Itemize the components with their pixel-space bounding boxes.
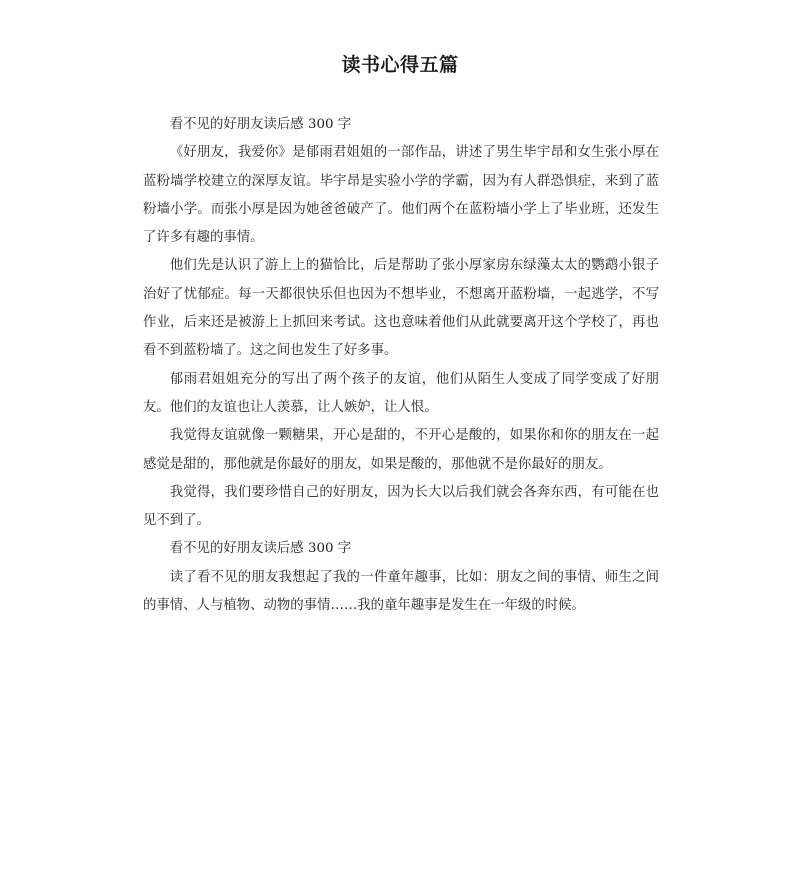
section-heading: 看不见的好朋友读后感 300 字 bbox=[169, 117, 352, 132]
paragraph: 他们先是认识了游上上的猫恰比，后是帮助了张小厚家房东绿藻太太的鹦鹉小银子治好了忧郁症。每一天都很快乐但也因为不想毕业，不想离开蓝粉墙，一起逃学，不写作业，后来还是被游上上抓回来考试。这也意味着他们从此就要离开这个学校了，再也看不到蓝粉墙了。这之间也发生了好多事。 bbox=[143, 258, 659, 359]
document-title: 读书心得五篇 bbox=[341, 54, 459, 76]
document-body bbox=[143, 111, 659, 620]
section-heading: 看不见的好朋友读后感 300 字 bbox=[169, 541, 352, 557]
paragraph: 读了看不见的朋友我想起了我的一件童年趣事，比如：朋友之间的事情、师生之间的事情、人与植物、动物的事情……我的童年趣事是发生在一年级的时候。 bbox=[143, 569, 659, 614]
paragraph: 《好朋友，我爱你》是郁雨君姐姐的一部作品，讲述了男生毕宇昂和女生张小厚在蓝粉墙学校建立的深厚友谊。毕宇昂是实验小学的学霸，因为有人群恐惧症，来到了蓝粉墙小学。而张小厚是因为她爸爸破产了。他们两个在蓝粉墙小学上了毕业班，还发生了许多有趣的事情。 bbox=[143, 145, 659, 246]
paragraph: 我觉得，我们要珍惜自己的好朋友，因为长大以后我们就会各奔东西，有可能在也见不到了。 bbox=[143, 484, 659, 529]
paragraph: 我觉得友谊就像一颗糖果，开心是甜的，不开心是酸的，如果你和你的朋友在一起感觉是甜的，那他就是你最好的朋友，如果是酸的，那他就不是你最好的朋友。 bbox=[143, 428, 659, 472]
paragraph: 郁雨君姐姐充分的写出了两个孩子的友谊，他们从陌生人变成了同学变成了好朋友。他们的友谊也让人羡慕，让人嫉妒，让人恨。 bbox=[143, 371, 659, 415]
